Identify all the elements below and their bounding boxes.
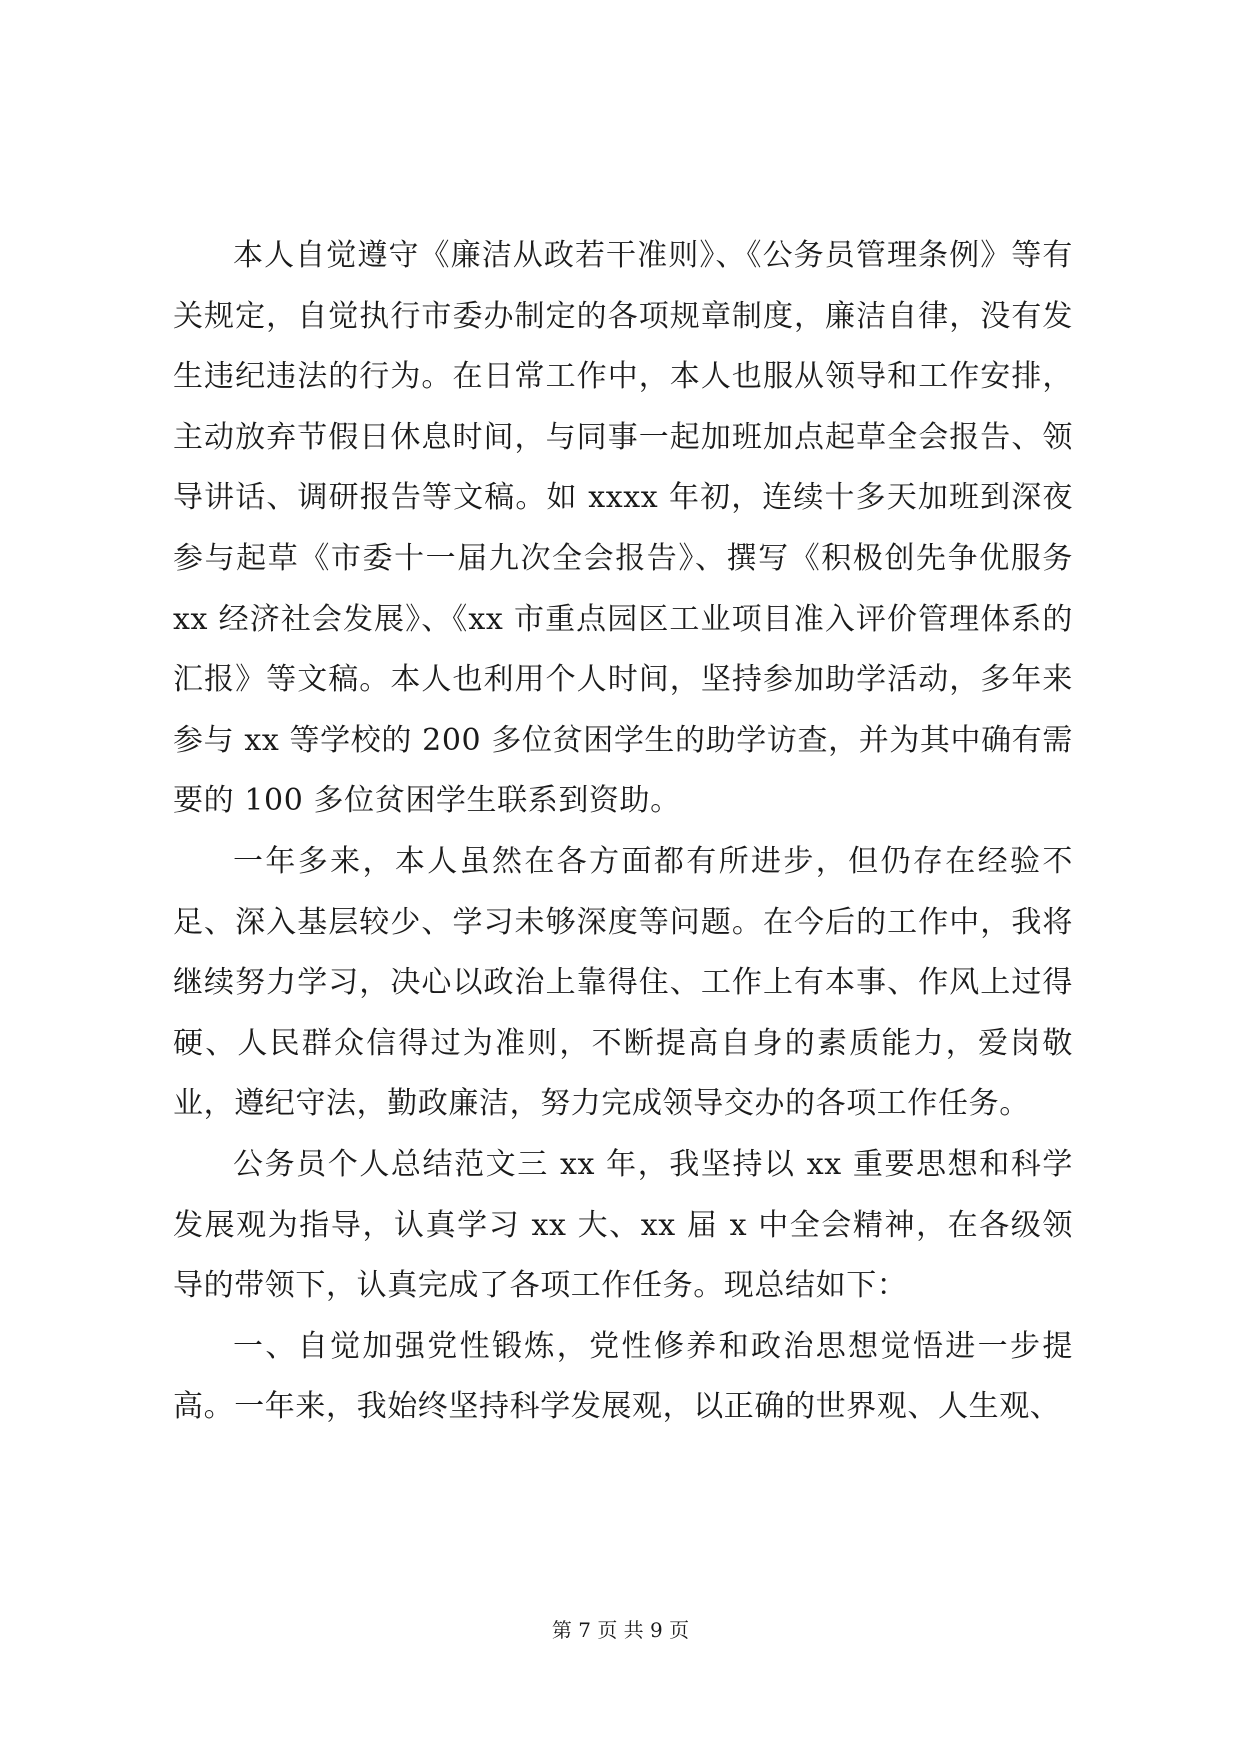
paragraph-1: 本人自觉遵守《廉洁从政若干准则》、《公务员管理条例》等有关规定，自觉执行市委办制定的各项规章制度，廉洁自律，没有发生违纪违法的行为。在日常工作中，本人也服从领导和工作安排，主动放弃节假日休息时间，与同事一起加班加点起草全会报告、领导讲话、调研报告等文稿。如 xxxx 年初，连续十多天加班到深夜参与起草《市委十一届九次全会报告》、撰写《积极创先争优服务 xx 经济社会发展》、《xx 市重点园区工业项目准入评价管理体系的汇报》等文稿。本人也利用个人时间，坚持参加助学活动，多年来参与 xx 等学校的 200 多位贫困学生的助学访查，并为其中确有需要的 100 多位贫困学生联系到资助。 [173,238,1073,819]
body-text [173,226,1073,1438]
page-footer: 第 7 页 共 9 页 [551,1618,690,1642]
paragraph-3: 公务员个人总结范文三 xx 年，我坚持以 xx 重要思想和科学发展观为指导，认真学习 xx 大、xx 届 x 中全会精神，在各级领导的带领下，认真完成了各项工作任务。现总结如下： [173,1146,1073,1304]
paragraph-2: 一年多来，本人虽然在各方面都有所进步，但仍存在经验不足、深入基层较少、学习未够深度等问题。在今后的工作中，我将继续努力学习，决心以政治上靠得住、工作上有本事、作风上过得硬、人民群众信得过为准则，不断提高自身的素质能力，爱岗敬业，遵纪守法，勤政廉洁，努力完成领导交办的各项工作任务。 [173,843,1073,1122]
paragraph-4: 一、自觉加强党性锻炼，党性修养和政治思想觉悟进一步提高。一年来，我始终坚持科学发展观，以正确的世界观、人生观、 [173,1328,1073,1425]
